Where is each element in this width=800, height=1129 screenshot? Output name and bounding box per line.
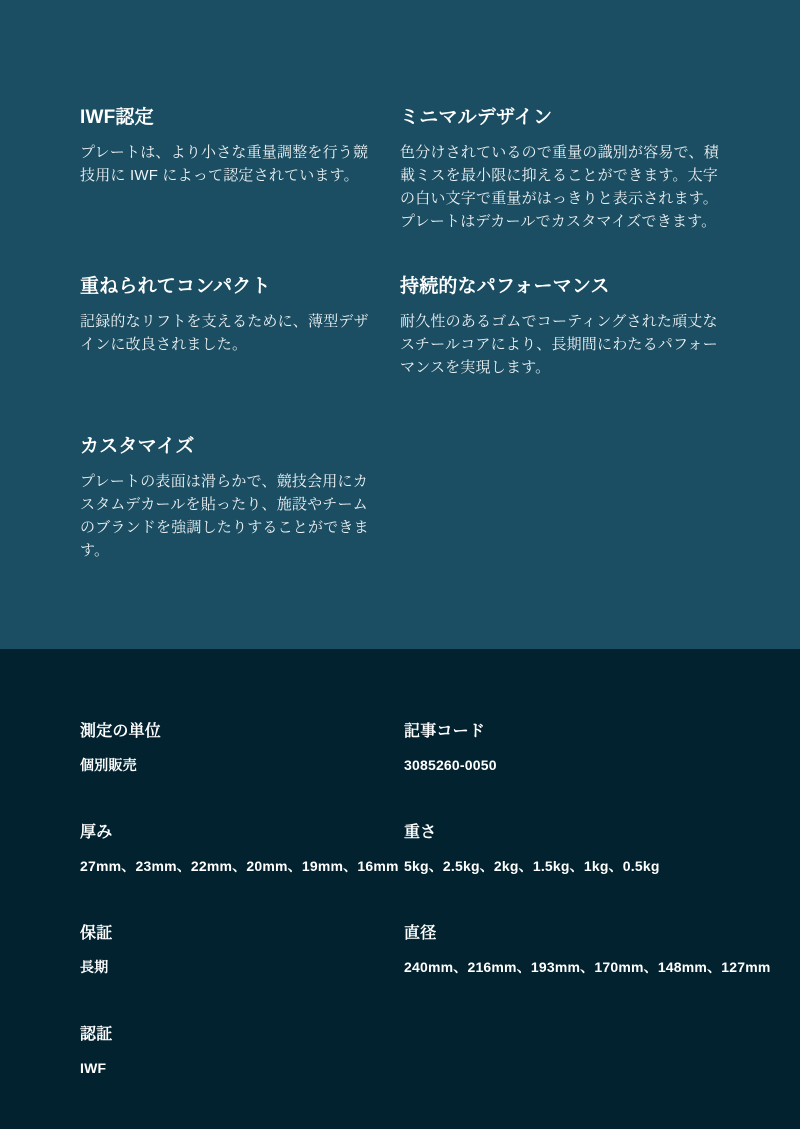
spec-value: 長期	[80, 959, 109, 975]
feature-description: 耐久性のあるゴムでコーティングされた頑丈なスチールコアにより、長期間にわたるパフォーマンスを実現します。	[400, 313, 718, 376]
feature-title: 持続的なパフォーマンス	[400, 276, 610, 297]
feature-title: 重ねられてコンパクト	[80, 276, 271, 297]
spec-value: 5kg、2.5kg、2kg、1.5kg、1kg、0.5kg	[404, 858, 660, 874]
spec-unit-of-measure	[80, 721, 404, 775]
spec-label: 厚み	[80, 824, 113, 841]
spec-value: 個別販売	[80, 757, 137, 773]
spec-thickness	[80, 822, 404, 876]
spec-article-code	[404, 721, 771, 775]
feature-description: 色分けされているので重量の識別が容易で、積載ミスを最小限に抑えることができます。太字の白い文字で重量がはっきりと表示されます。プレートはデカールでカスタマイズできます。	[400, 144, 719, 230]
spec-label: 認証	[80, 1026, 113, 1043]
feature-description: 記録的なリフトを支えるために、薄型デザインに改良されました。	[80, 313, 369, 353]
feature-minimal-design	[400, 104, 740, 233]
spec-weight	[404, 822, 771, 876]
spec-label: 重さ	[404, 824, 437, 841]
feature-stackable-compact	[80, 273, 400, 393]
features-grid	[80, 104, 740, 562]
spec-label: 記事コード	[404, 723, 486, 740]
spec-certification	[80, 1024, 404, 1078]
feature-description: プレートは、より小さな重量調整を行う競技用に IWF によって認定されています。	[80, 144, 369, 184]
spec-label: 測定の単位	[80, 723, 162, 740]
specs-grid	[80, 721, 771, 1078]
spec-warranty	[80, 923, 404, 977]
spec-value: 27mm、23mm、22mm、20mm、19mm、16mm	[80, 858, 399, 874]
feature-customize	[80, 433, 400, 562]
spec-label: 保証	[80, 925, 113, 942]
feature-title: カスタマイズ	[80, 436, 195, 457]
feature-title: ミニマルデザイン	[400, 107, 553, 128]
feature-title: IWF認定	[80, 107, 154, 128]
feature-iwf-certified	[80, 104, 400, 233]
spec-value: 240mm、216mm、193mm、170mm、148mm、127mm	[404, 959, 771, 975]
feature-lasting-performance	[400, 273, 740, 393]
specs-section	[0, 649, 800, 1129]
feature-description: プレートの表面は滑らかで、競技会用にカスタムデカールを貼ったり、施設やチームのブランドを強調したりすることができます。	[80, 473, 369, 559]
spec-label: 直径	[404, 925, 437, 942]
spec-value: 3085260-0050	[404, 757, 497, 773]
spec-diameter	[404, 923, 771, 977]
spec-value: IWF	[80, 1060, 107, 1076]
